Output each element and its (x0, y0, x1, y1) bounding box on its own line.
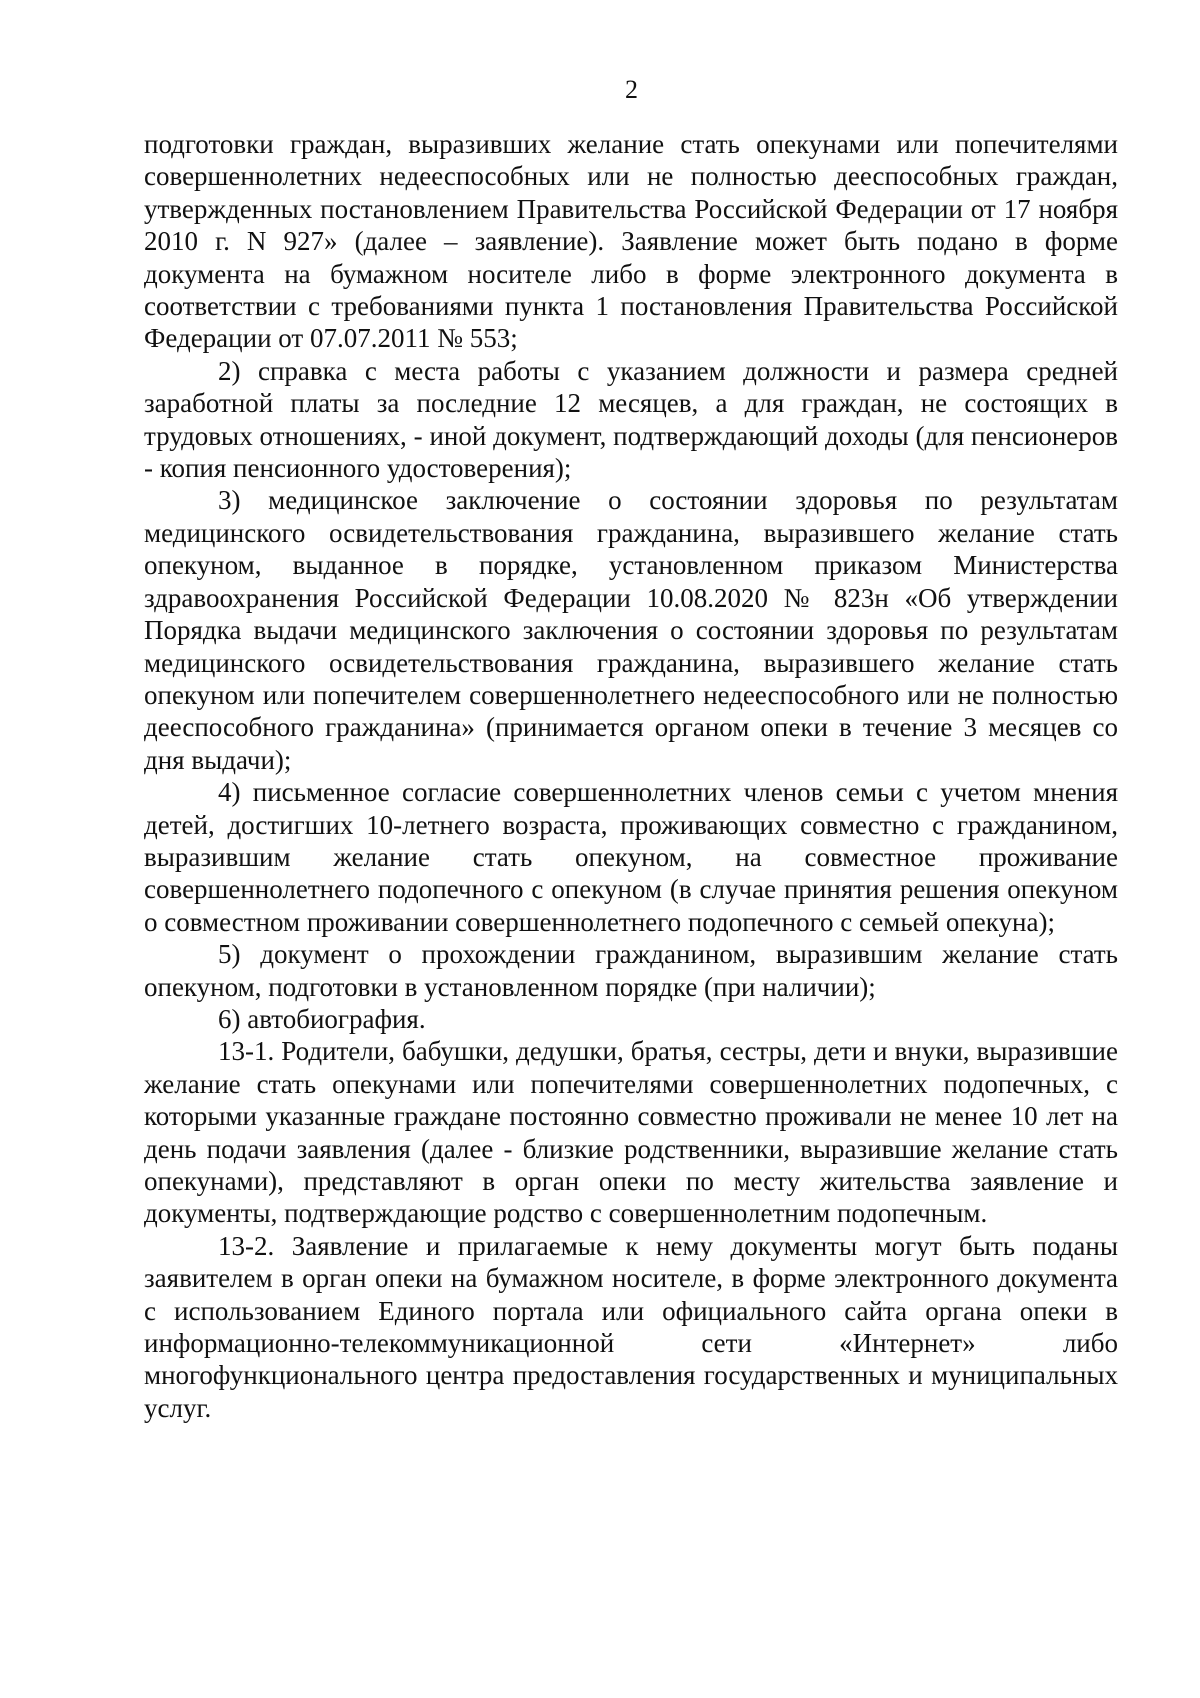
list-item-5: 5) документ о прохождении гражданином, выразившим желание стать опекуном, подготовки в установленном порядке (при наличии); (144, 939, 1118, 1002)
paragraph-13-1: 13-1. Родители, бабушки, дедушки, братья, сестры, дети и внуки, выразившие желание стать опекунами или попечителями совершеннолетних подопечных, с которыми указанные граждане постоянно совместно проживали не менее 10 лет на день подачи заявления (далее - близкие родственники, выразившие желание стать опекунами), представляют в орган опеки по месту жительства заявление и документы, подтверждающие родство с совершеннолетним подопечным. (144, 1036, 1118, 1229)
paragraph-13-2: 13-2. Заявление и прилагаемые к нему документы могут быть поданы заявителем в орган опеки на бумажном носителе, в форме электронного документа с использованием Единого портала или официального сайта органа опеки в информационно-телекоммуникационной сети «Интернет» либо многофункционального центра предоставления государственных и муниципальных услуг. (144, 1230, 1118, 1423)
page-number: 2 (625, 75, 638, 104)
list-item-6: 6) автобиография. (218, 1003, 426, 1034)
list-item-3: 3) медицинское заключение о состоянии здоровья по результатам медицинского освидетельствования гражданина, выразившего желание стать опекуном, выданное в порядке, установленном приказом Министерства здравоохранения Российской Федерации 10.08.2020 № 823н «Об утверждении Порядка выдачи медицинского заключения о состоянии здоровья по результатам медицинского освидетельствования гражданина, выразившего желание стать опекуном или попечителем совершеннолетнего недееспособного или не полностью дееспособного гражданина» (принимается органом опеки в течение 3 месяцев со дня выдачи); (144, 485, 1118, 775)
list-item-2: 2) справка с места работы с указанием должности и размера средней заработной платы за последние 12 месяцев, а для граждан, не состоящих в трудовых отношениях, - иной документ, подтверждающий доходы (для пенсионеров - копия пенсионного удостоверения); (144, 355, 1118, 484)
paragraph-continuation: подготовки граждан, выразивших желание стать опекунами или попечителями совершеннолетних недееспособных или не полностью дееспособных граждан, утвержденных постановлением Правительства Российской Федерации от 17 ноября 2010 г. N 927» (далее – заявление). Заявление может быть подано в форме документа на бумажном носителе либо в форме электронного документа в соответствии с требованиями пункта 1 постановления Правительства Российской Федерации от 07.07.2011 № 553; (144, 129, 1118, 354)
list-item-4: 4) письменное согласие совершеннолетних членов семьи с учетом мнения детей, достигших 10-летнего возраста, проживающих совместно с гражданином, выразившим желание стать опекуном, на совместное проживание совершеннолетнего подопечного с опекуном (в случае принятия решения опекуном о совместном проживании совершеннолетнего подопечного с семьей опекуна); (144, 777, 1118, 937)
document-body (144, 128, 1118, 1424)
